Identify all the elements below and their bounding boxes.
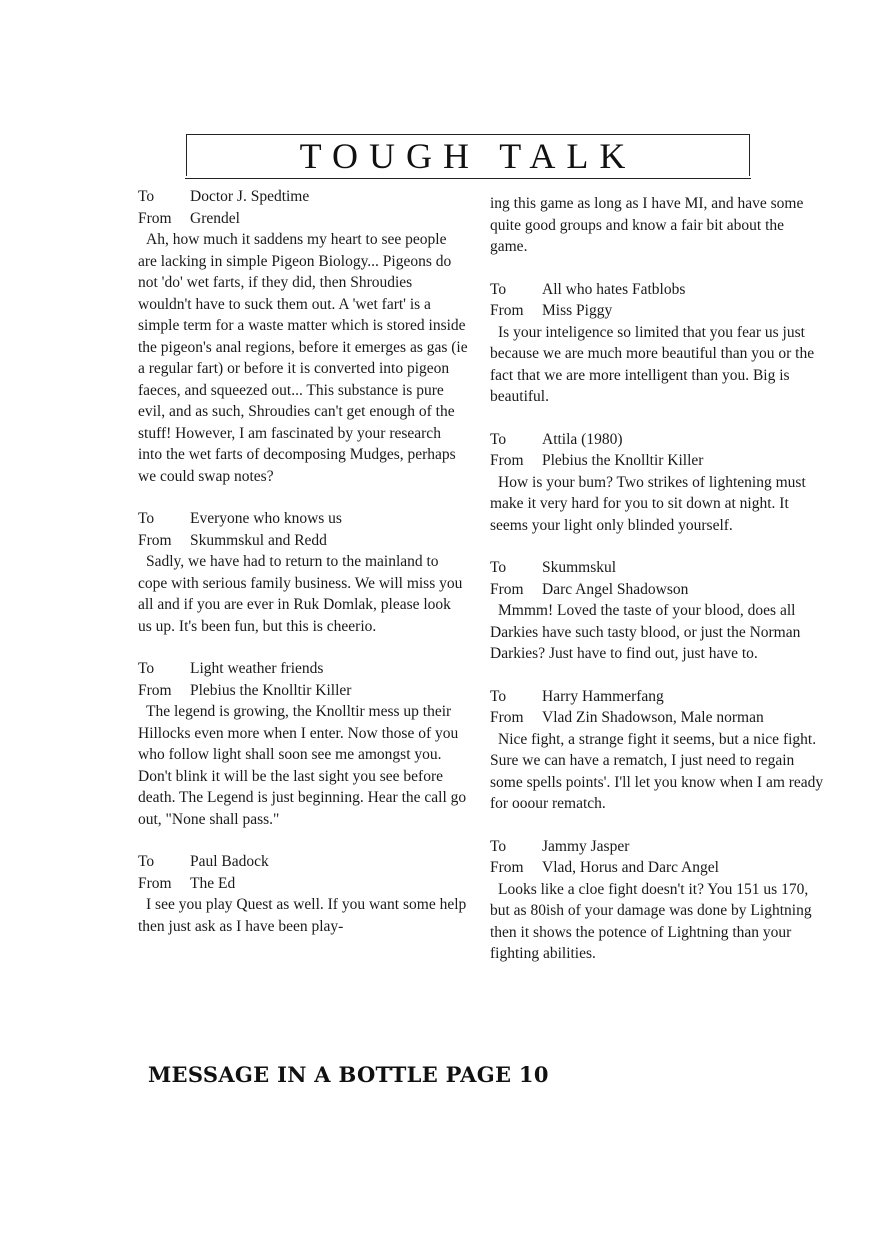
- message: [138, 851, 468, 937]
- to-label: To: [490, 837, 507, 855]
- page-footer: MESSAGE IN A BOTTLE PAGE 10: [148, 1062, 549, 1087]
- message: [490, 557, 825, 665]
- to-line: [490, 557, 825, 579]
- to-line: [490, 279, 825, 301]
- to-label: To: [138, 853, 155, 870]
- message-body: Ah, how much it saddens my heart to see people are lacking in simple Pigeon Biology... Pigeons do not 'do' wet farts, if they did, then Shroudies wouldn't have to suck them out. A 'wet fart' is a simple term for a waste matter which is stored inside the pigeon's anal regions, before it emerges as gas (ie a regular fart) or before it is converted into pigeon faeces, and squeezed out... This substance is pure evil, and as such, Shroudies can't get enough of the stuff! However, I am fascinated by your research into the wet farts of decomposing Mudges, perhaps we could swap notes?: [138, 231, 468, 485]
- to-recipient: All who hates Fatblobs: [542, 280, 686, 298]
- from-sender: Miss Piggy: [542, 302, 613, 319]
- right-column: [490, 193, 825, 986]
- from-line: [138, 208, 468, 230]
- to-label: To: [138, 510, 155, 527]
- message: [490, 429, 825, 537]
- from-sender: Darc Angel Shadowson: [542, 580, 689, 598]
- to-line: [138, 658, 468, 680]
- to-recipient: Paul Badock: [190, 853, 269, 870]
- message-body: How is your bum? Two strikes of lightening must make it very hard for you to sit down at night. It seems your light only blinded yourself.: [490, 473, 806, 534]
- from-line: [490, 300, 825, 322]
- to-line: [138, 851, 468, 873]
- from-line: [490, 450, 825, 472]
- message-body: I see you play Quest as well. If you want some help then just ask as I have been play-: [138, 896, 467, 935]
- message: [490, 279, 825, 408]
- to-label: To: [138, 188, 155, 205]
- from-sender: Plebius the Knolltir Killer: [542, 452, 704, 469]
- message: [490, 836, 825, 965]
- message-body: Is your inteligence so limited that you fear us just because we are much more beautiful than you or the fact that we are more intelligent than you. Big is beautiful.: [490, 323, 815, 405]
- from-sender: Vlad Zin Shadowson, Male norman: [542, 709, 764, 726]
- to-recipient: Skummskul: [542, 559, 617, 576]
- from-line: [138, 873, 468, 895]
- to-recipient: Attila (1980): [542, 430, 623, 448]
- to-line: [138, 508, 468, 530]
- from-line: [490, 579, 825, 601]
- message: [138, 658, 468, 830]
- from-sender: Grendel: [190, 209, 240, 227]
- from-sender: Skummskul and Redd: [190, 531, 327, 549]
- message-body: Sadly, we have had to return to the mainland to cope with serious family business. We will miss you all and if you are ever in Ruk Domlak, please look us up. It's been fun, but this is cheerio.: [138, 553, 463, 635]
- to-recipient: Harry Hammerfang: [542, 687, 664, 705]
- from-label: From: [138, 209, 172, 227]
- from-label: From: [138, 681, 172, 699]
- message-body: Mmmm! Loved the taste of your blood, does all Darkies have such tasty blood, or just the Norman Darkies? Just have to find out, just have to.: [490, 602, 801, 662]
- from-label: From: [490, 580, 524, 598]
- to-recipient: Jammy Jasper: [542, 837, 630, 855]
- to-line: [138, 186, 468, 208]
- to-label: To: [138, 660, 155, 677]
- continued-text: ing this game as long as I have MI, and have some quite good groups and know a fair bit about the game.: [490, 195, 804, 255]
- to-recipient: Light weather friends: [190, 660, 324, 677]
- from-label: From: [490, 859, 524, 876]
- to-label: To: [490, 559, 507, 576]
- message-body: The legend is growing, the Knolltir mess up their Hillocks even more when I enter. Now those of you who follow light shall soon see me amongst you. Don't blink it will be the last sight you see before death. The Legend is just beginning. Hear the call go out, "None shall pass.": [138, 703, 467, 828]
- to-recipient: Everyone who knows us: [190, 510, 342, 527]
- from-label: From: [138, 874, 172, 892]
- to-line: [490, 836, 825, 858]
- to-recipient: Doctor J. Spedtime: [190, 188, 310, 205]
- to-line: [490, 686, 825, 708]
- to-line: [490, 429, 825, 451]
- from-label: From: [490, 709, 524, 726]
- message-body: Looks like a cloe fight doesn't it? You 151 us 170, but as 80ish of your damage was done by Lightning then it shows the potence of Lightning than your fighting abilities.: [490, 880, 812, 962]
- from-line: [490, 707, 825, 729]
- message: [138, 186, 468, 487]
- from-line: [138, 680, 468, 702]
- from-sender: Vlad, Horus and Darc Angel: [542, 859, 719, 876]
- to-label: To: [490, 280, 507, 298]
- from-label: From: [490, 452, 524, 469]
- message: [138, 508, 468, 637]
- to-label: To: [490, 687, 507, 705]
- page-title: TOUGH TALK: [299, 136, 637, 176]
- from-sender: Plebius the Knolltir Killer: [190, 681, 352, 699]
- message: [490, 686, 825, 815]
- from-line: [490, 857, 825, 879]
- to-label: To: [490, 430, 507, 448]
- from-line: [138, 530, 468, 552]
- title-box: [186, 134, 750, 176]
- left-column: [138, 186, 468, 958]
- message-body: Nice fight, a strange fight it seems, but a nice fight. Sure we can have a rematch, I just need to regain some spells points'. I'll let you know when I am ready for ooour rematch.: [490, 730, 824, 812]
- from-label: From: [490, 302, 524, 319]
- from-label: From: [138, 531, 172, 549]
- from-sender: The Ed: [190, 874, 236, 892]
